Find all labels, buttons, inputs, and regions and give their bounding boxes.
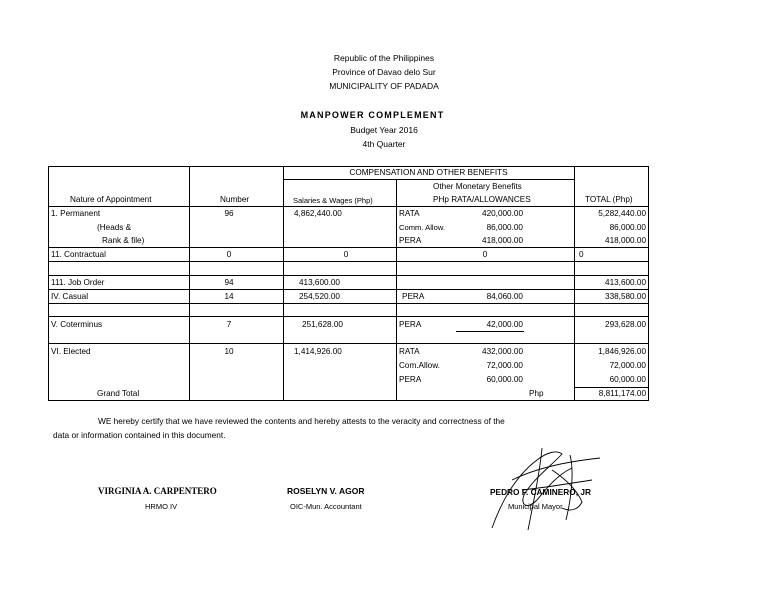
row-casual-b1v: 84,060.00 — [486, 292, 523, 301]
certification-line1: WE hereby certify that we have reviewed the contents and hereby attests to the veracity and correctness of the — [98, 416, 505, 426]
row-contractual-number: 0 — [226, 250, 232, 259]
row-joborder-label: 111. Job Order — [51, 278, 105, 287]
row-permanent-b3v: 418,000.00 — [482, 236, 523, 245]
row-joborder-salary: 413,600.00 — [299, 278, 340, 287]
row-elected-label: VI. Elected — [51, 347, 91, 356]
col-nature: Nature of Appointment — [70, 195, 152, 204]
row-joborder-number: 94 — [224, 278, 234, 287]
row-elected-t3: 60,000.00 — [609, 375, 646, 384]
row-permanent-salary: 4,862,440.00 — [294, 209, 342, 218]
signatory-1-name: VIRGINIA A. CARPENTERO — [98, 486, 217, 496]
row-elected-b3: PERA — [399, 375, 422, 384]
province-line: Province of Davao delo Sur — [332, 67, 436, 77]
row-coterminus-salary: 251,628.00 — [302, 320, 343, 329]
row-permanent-label: 1. Permanent — [51, 209, 101, 218]
row-elected-b1v: 432,000.00 — [482, 347, 523, 356]
row-permanent-label3: Rank & file) — [102, 236, 145, 245]
row-coterminus-b1v: 42,000.00 — [486, 320, 523, 329]
group-header: COMPENSATION AND OTHER BENEFITS — [349, 168, 508, 177]
row-coterminus-b1: PERA — [399, 320, 422, 329]
row-elected-number: 10 — [224, 347, 234, 356]
certification-line2: data or information contained in this document. — [53, 430, 226, 440]
col-other-line1: Other Monetary Benefits — [433, 182, 522, 191]
row-elected-t1: 1,846,926.00 — [598, 347, 646, 356]
col-other-line2: PHp RATA/ALLOWANCES — [433, 195, 531, 204]
row-permanent-b2v: 86,000.00 — [486, 223, 523, 232]
quarter: 4th Quarter — [362, 139, 406, 149]
row-permanent-label2: (Heads & — [97, 223, 132, 232]
row-contractual-label: 11. Contractual — [51, 250, 106, 259]
row-elected-b2: Com.Allow. — [399, 361, 440, 370]
row-coterminus-number: 7 — [226, 320, 232, 329]
signatory-2-title: OIC-Mun. Accountant — [290, 502, 362, 511]
signatory-1-title: HRMO IV — [145, 502, 178, 511]
col-total: TOTAL (Php) — [585, 195, 633, 204]
row-elected-b3v: 60,000.00 — [486, 375, 523, 384]
republic-line: Republic of the Philippines — [333, 53, 435, 63]
row-permanent-b2: Comm. Allow. — [399, 223, 445, 232]
grand-total-label: Grand Total — [97, 389, 140, 398]
row-contractual-salary: 0 — [343, 250, 349, 259]
row-casual-number: 14 — [224, 292, 234, 301]
row-coterminus-total: 293,628.00 — [605, 320, 646, 329]
col-salaries: Salaries & Wages (Php) — [293, 196, 373, 205]
row-permanent-b1v: 420,000.00 — [482, 209, 523, 218]
row-permanent-number: 96 — [224, 209, 234, 218]
row-permanent-t1: 5,282,440.00 — [598, 209, 646, 218]
budget-year: Budget Year 2016 — [350, 125, 418, 135]
col-number: Number — [220, 195, 250, 204]
row-coterminus-label: V. Coterminus — [51, 320, 103, 329]
row-elected-b2v: 72,000.00 — [486, 361, 523, 370]
row-contractual-total: 0 — [579, 250, 584, 259]
municipality-line: MUNICIPALITY OF PADADA — [329, 81, 439, 91]
grand-total-value: 8,811,174.00 — [598, 389, 646, 398]
php-label: Php — [529, 389, 544, 398]
signatory-3-name: PEDRO F. CAMINERO, JR — [490, 487, 591, 497]
row-permanent-b1: RATA — [399, 209, 420, 218]
row-permanent-t3: 418,000.00 — [605, 236, 646, 245]
row-permanent-b3: PERA — [399, 236, 422, 245]
row-elected-b1: RATA — [399, 347, 420, 356]
row-elected-salary: 1,414,926.00 — [294, 347, 342, 356]
row-casual-salary: 254,520.00 — [299, 292, 340, 301]
row-elected-t2: 72,000.00 — [609, 361, 646, 370]
document-title: MANPOWER COMPLEMENT — [300, 110, 445, 120]
row-contractual-other: 0 — [482, 250, 488, 259]
row-permanent-t2: 86,000.00 — [609, 223, 646, 232]
row-casual-total: 338,580.00 — [605, 292, 646, 301]
row-joborder-total: 413,600.00 — [605, 278, 646, 287]
row-casual-label: IV. Casual — [51, 292, 89, 301]
signatory-3-title: Municipal Mayor — [508, 502, 563, 511]
row-casual-b1: PERA — [402, 292, 425, 301]
signatory-2-name: ROSELYN V. AGOR — [287, 486, 365, 496]
